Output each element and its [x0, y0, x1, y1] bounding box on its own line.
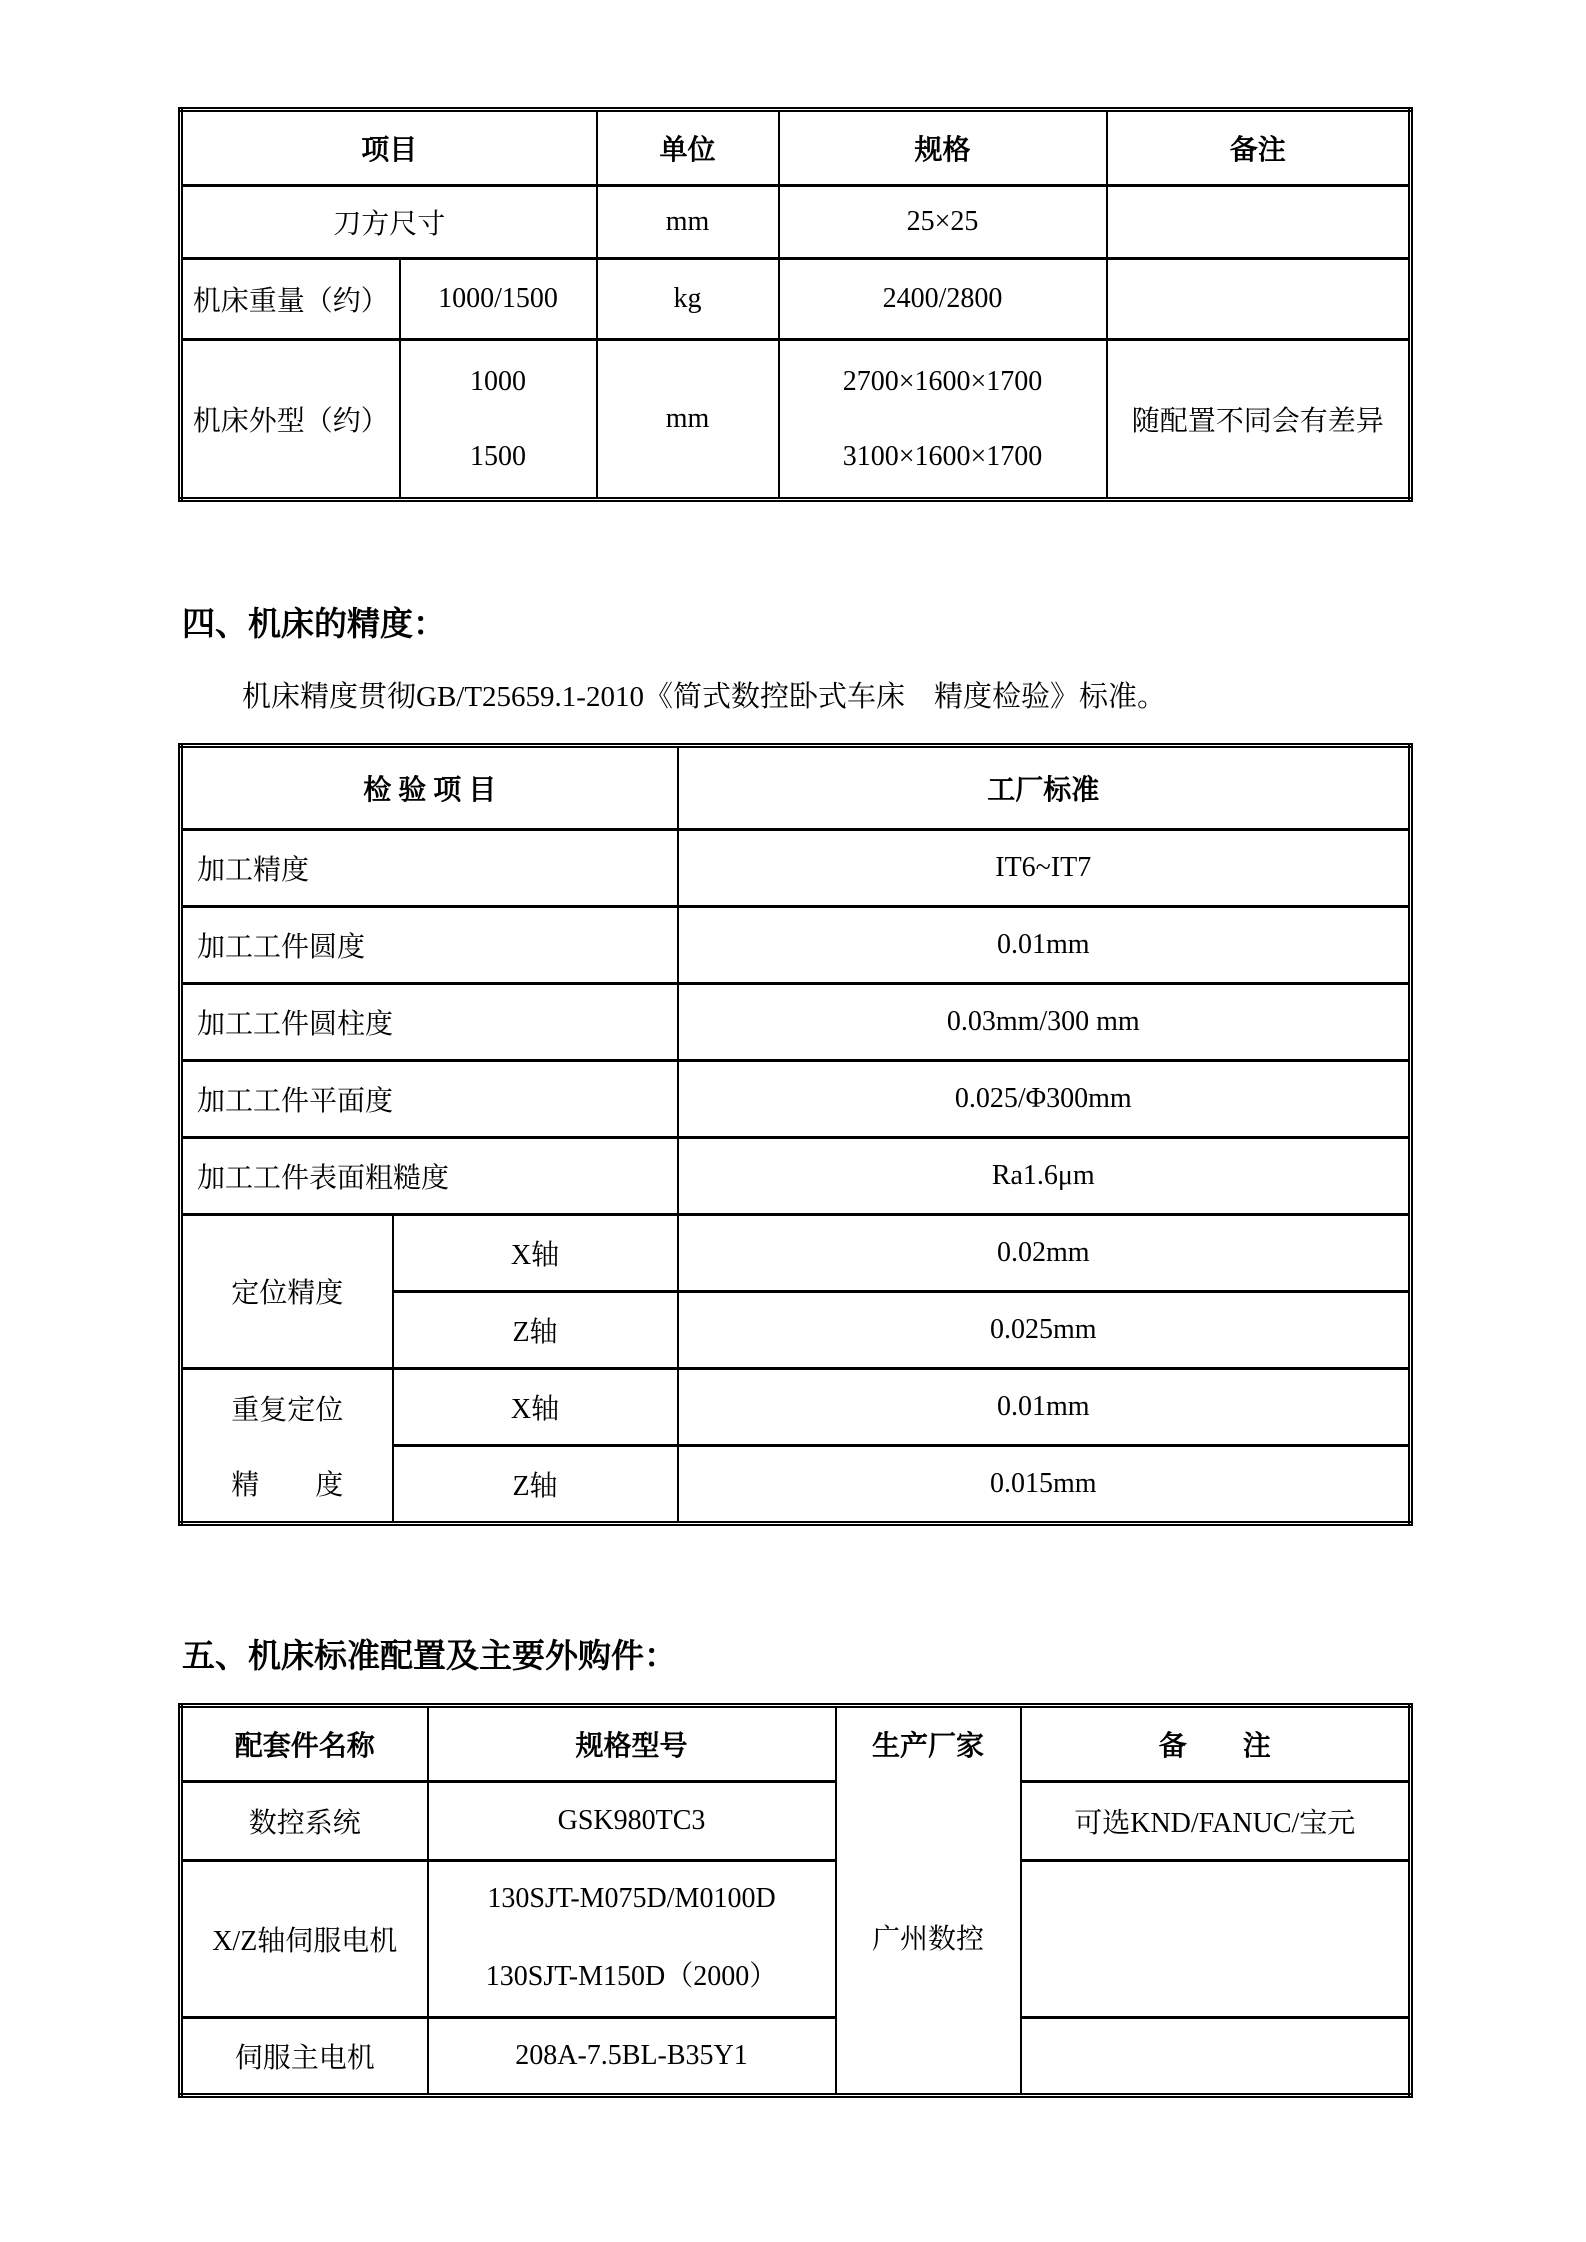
table-row	[181, 1368, 1411, 1445]
t1-outline-spec	[779, 340, 1107, 500]
t2-row-item: 加工工件表面粗糙度	[181, 1137, 678, 1214]
t2-row-value: 0.025/Φ300mm	[678, 1060, 1411, 1137]
table-row	[181, 1705, 1411, 1781]
t3-header-model: 规格型号	[428, 1705, 836, 1781]
t1-outline-unit: mm	[597, 340, 779, 500]
t3-spindle-name: 伺服主电机	[181, 2017, 428, 2095]
table-row	[181, 2017, 1411, 2095]
t1-weight-sub: 1000/1500	[400, 259, 597, 340]
t1-outline-name: 机床外型（约）	[181, 340, 400, 500]
t3-servo-note	[1021, 1860, 1411, 2017]
section5-heading: 五、机床标准配置及主要外购件：	[182, 1638, 677, 1675]
t3-header-name: 配套件名称	[181, 1705, 428, 1781]
t2-positioning-x-label: X轴	[393, 1214, 678, 1291]
t2-repeatability-z-value: 0.015mm	[678, 1445, 1411, 1523]
t1-header-unit: 单位	[597, 110, 779, 186]
t1-outline-note: 随配置不同会有差异	[1107, 340, 1411, 500]
table-row	[181, 1214, 1411, 1291]
machine-spec-table	[178, 107, 1413, 502]
t1-weight-note	[1107, 259, 1411, 340]
table-row	[181, 110, 1411, 186]
t2-row-value: 0.01mm	[678, 906, 1411, 983]
t1-weight-name: 机床重量（约）	[181, 259, 400, 340]
t1-knife-note	[1107, 186, 1411, 259]
table-row	[181, 1781, 1411, 1860]
t2-row-value: 0.03mm/300 mm	[678, 983, 1411, 1060]
t1-outline-sub2: 1500	[470, 440, 526, 472]
t3-servo-name: X/Z轴伺服电机	[181, 1860, 428, 2017]
t3-header-manufacturer: 生产厂家	[836, 1705, 1021, 1781]
table-row	[181, 983, 1411, 1060]
section4-heading: 四、机床的精度：	[182, 607, 446, 643]
t2-header-item: 检 验 项 目	[181, 745, 678, 829]
t2-row-item: 加工工件圆度	[181, 906, 678, 983]
configuration-table	[178, 1703, 1413, 2098]
table-row	[181, 1137, 1411, 1214]
t3-servo-model2: 130SJT-M150D（2000）	[485, 1961, 778, 1993]
t1-outline-sub	[400, 340, 597, 500]
t2-row-value: IT6~IT7	[678, 829, 1411, 906]
t2-repeatability-x-value: 0.01mm	[678, 1368, 1411, 1445]
t2-repeatability-label-line2: 精 度	[231, 1469, 344, 1501]
t2-repeatability-label-line1: 重复定位	[231, 1394, 344, 1426]
t2-row-item: 加工工件圆柱度	[181, 983, 678, 1060]
table-row	[181, 259, 1411, 340]
t2-positioning-z-label: Z轴	[393, 1291, 678, 1368]
t2-row-item: 加工精度	[181, 829, 678, 906]
table-row	[181, 186, 1411, 259]
t3-spindle-model: 208A-7.5BL-B35Y1	[428, 2017, 836, 2095]
t1-header-note: 备注	[1107, 110, 1411, 186]
table-row	[181, 745, 1411, 829]
t3-manufacturer-value: 广州数控	[836, 1781, 1021, 2095]
table-row	[181, 340, 1411, 500]
t1-outline-spec1: 2700×1600×1700	[842, 365, 1043, 397]
t1-header-spec: 规格	[779, 110, 1107, 186]
table-row	[181, 829, 1411, 906]
t2-positioning-x-value: 0.02mm	[678, 1214, 1411, 1291]
t3-cnc-name: 数控系统	[181, 1781, 428, 1860]
t2-row-item: 加工工件平面度	[181, 1060, 678, 1137]
t1-outline-sub1: 1000	[470, 365, 526, 397]
t2-row-value: Ra1.6μm	[678, 1137, 1411, 1214]
table-row	[181, 1060, 1411, 1137]
section4-paragraph: 机床精度贯彻GB/T25659.1-2010《简式数控卧式车床 精度检验》标准。	[242, 681, 1166, 713]
table-row	[181, 906, 1411, 983]
t2-positioning-z-value: 0.025mm	[678, 1291, 1411, 1368]
t2-header-standard: 工厂标准	[678, 745, 1411, 829]
t1-weight-spec: 2400/2800	[779, 259, 1107, 340]
t2-positioning-label: 定位精度	[181, 1214, 393, 1368]
t1-outline-spec2: 3100×1600×1700	[842, 440, 1043, 472]
t1-weight-unit: kg	[597, 259, 779, 340]
t3-header-note: 备 注	[1021, 1705, 1411, 1781]
t1-knife-name: 刀方尺寸	[181, 186, 597, 259]
t1-knife-unit: mm	[597, 186, 779, 259]
t2-repeatability-label	[181, 1368, 393, 1523]
t1-header-item: 项目	[181, 110, 597, 186]
t3-servo-model1: 130SJT-M075D/M0100D	[487, 1883, 776, 1915]
t2-repeatability-z-label: Z轴	[393, 1445, 678, 1523]
t2-repeatability-x-label: X轴	[393, 1368, 678, 1445]
precision-table	[178, 743, 1413, 1526]
t3-spindle-note	[1021, 2017, 1411, 2095]
t1-knife-spec: 25×25	[779, 186, 1107, 259]
t3-servo-model	[428, 1860, 836, 2017]
table-row	[181, 1860, 1411, 2017]
t3-cnc-model: GSK980TC3	[428, 1781, 836, 1860]
t3-cnc-note: 可选KND/FANUC/宝元	[1021, 1781, 1411, 1860]
